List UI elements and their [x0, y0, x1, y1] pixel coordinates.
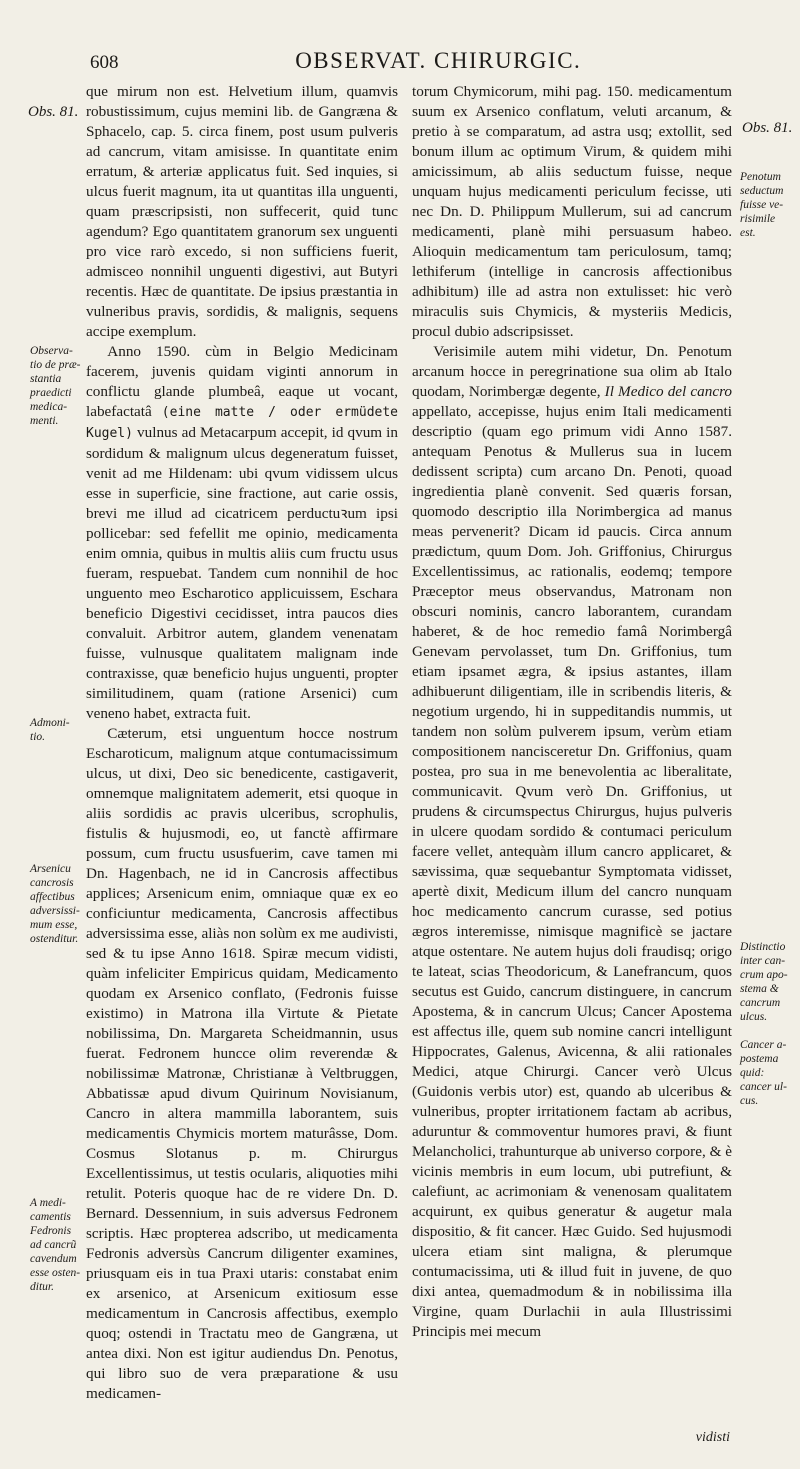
- right-paragraph-1: torum Chymicorum, mihi pag. 150. medicamentum suum ex Arsenico conflatum, veluti arcanum, & pretio à se comparatum, ad astra usq; extollit, sed bonum illum ac optimum Virum, & quidem mihi amicissimum, ab aliis seductum fuisse, neque unquam hujus medicamenti periculum fecisse, uti nec Dn. D. Philippum Mullerum, sui ad cancrum medicamenti, planè mihi persuasum habeo. Alioquin medicamentum tam periculosum, tamq; lethiferum (intellige in cancrosis affectionibus adhibitum) ille ad astra non extulisset: hic verò miraculis suis Chymicis, & mysteriis Medicis, procul dubio adscripsisset.: [412, 83, 732, 340]
- margin-note-arsenicum: Arsenicu cancrosis affectibus adversissi- mum esse, ostenditur.: [30, 863, 80, 945]
- left-paragraph-3: Cæterum, etsi unguentum hocce nostrum Escharoticum, malignum atque contumacissimum ulcus, ut dixi, Deo sic benedicente, castigaverit, omnemque malignitatem ademerit, etsi quoque in aliis sordidis ac pravis ulceribus, scrophulis, fistulis & hujusmodi, eo, ut fanctè affirmare possum, cum fructu ususfuerim, cave tamen mi Dn. Hagenbach, ne id in Cancrosis affectibus applices; Arsenicum enim, omniaque quæ ex eo conficiuntur medicamenta, Cancrosis affectibus adversissima esse, aliàs non solùm ex me audivisti, sed & tu ipse Anno 1618. Spiræ mecum vidisti, quàm infeliciter Empiricus quidam, Medicamento quodam ex Arsenico conflato, (Fedronis fuisse existimo) in Matrona illa Virtute & Pietate nobilissima, Dn. Margareta Scheidmannin, usus fuerat. Fedronem huncce olim reverendæ & nobilissimæ Matronæ, Christianæ à Veltbruggen, Abbatissæ apud divum Quirinum Novisianum, Cancro in altera mammilla laborantem, suis medicamentis Chymicis mortem maturâsse, Dom. Cosmus Slotanus p. m. Chirurgus Excellentissimus, ut testis ocularis, aliquoties mihi retulit. Poteris quoque hac de re videre Dn. D. Bernard. Dessennium, in suis adversus Fedronem scriptis. Hæc propterea adscribo, ut medicamenta Fedronis adversùs Cancrum diligenter examines, priusquam eis in tua Praxi utaris: constabat enim ex arsenico, at Arsenicum exitiosum esse medicamentum in Cancrosis affectibus, exemplo quoq; ostendi in Tractatu meo de Gangræna, ut antea dixi. Non est igitur audiendus Dn. Penotus, qui libro suo de vera præparatione & usu medicamen-: [86, 725, 398, 1402]
- left-paragraph-2: [86, 342, 398, 724]
- margin-note-distinctio: Distinctio inter can- crum apo- stema & cancrum ulcus.: [740, 941, 788, 1023]
- italic-phrase: Il Medico del cancro: [604, 383, 733, 400]
- margin-note-medicamentis: A medi- camentis Fedronis ad cancrũ cavendum esse osten- ditur.: [30, 1197, 81, 1293]
- margin-note-praestantia: Observa- tio de præ- stantia praedicti medica- menti.: [30, 345, 81, 427]
- left-paragraph-1: que mirum non est. Helvetium illum, quamvis robustissimum, cujus memini lib. de Gangræna & Sphacelo, cap. 5. circa finem, post usum pulveris ad cancrum, vitam amisisse. In quantitate enim erratum, & arteriæ applicatus fuit. Sed inquies, si ulcus fuerit magnum, ita ut quantitas illa unguenti, quam præscripsisti, non suffecerit, quid tunc agendum? Ego quantitatem granorum sex unguenti pro vice rarò excedo, si non sufficiens fuerit, admisceo nonnihil unguenti digestivi, aut Butyri recentis. Hæc de quantitate. De ipsius præstantia in vulneribus pravis, sordidis, & malignis, sequens accipe exemplum.: [86, 83, 398, 340]
- right-paragraph-2-text-a: Verisimile autem mihi videtur, Dn. Penotum arcanum hocce in peregrinatione sua olim ab Italo quodam, Norimbergæ degente,: [412, 343, 732, 400]
- margin-note-admonitio: Admoni- tio.: [30, 717, 70, 743]
- margin-observation-number-left: Obs. 81.: [28, 104, 79, 120]
- left-paragraph-2-text-b: vulnus ad Metacarpum accepit, id qvum in sordidum & malignum ulcus degeneratum fuisset, venit ad me Hildenam: ubi qvum vidissem ulcus esse in superficie, sine fractione, aut carie ossis, brevi me illud ad cicatricem perductuꝛum ipsi pollicebar: sed fefellit me opinio, medicamenta enim omnia, quibus in multis aliis cum fructu usus fueram, respuebat. Tandem cum nonnihil de hoc unguento meo Escharotico applicuissem, Eschara beneficio Digestivi cecidisset, intra paucos dies convaluit. Arbitror autem, glandem venenatam fuisse, vulnusque qualitatem malignam inde contraxisse, quæ beneficio hujus unguenti, propter similitudinem, quam (ratione Arsenici) cum veneno habet, extracta fuit.: [86, 424, 398, 722]
- right-paragraph-2: [412, 342, 732, 1342]
- left-paragraph-2-text-a: Anno 1590. cùm in Belgio Medicinam facerem, juvenis quidam viginti annorum in conflictu glande plumbeâ, eaque ut vocant, labefactatâ: [86, 343, 398, 420]
- running-head: [90, 48, 740, 74]
- left-text-column: [86, 82, 398, 1404]
- right-text-column: [412, 82, 732, 1342]
- margin-observation-number-right: Obs. 81.: [742, 120, 793, 136]
- page-number: 608: [90, 52, 119, 73]
- catchword: vidisti: [695, 1430, 730, 1445]
- margin-note-penotum: Penotum seductum fuisse ve- risimile est.: [740, 171, 784, 239]
- fraktur-gloss: (eine matte / oder ermüdete Kugel): [86, 405, 399, 441]
- margin-note-cancer: Cancer a- postema quid: cancer ul- cus.: [740, 1039, 787, 1107]
- running-title: OBSERVAT. CHIRURGIC.: [295, 48, 582, 73]
- right-paragraph-2-text-b: appellato, accepisse, hujus enim Itali medicamenti descriptio (quam ego primum vidi Anno 1587. antequam Penotus & Mullerus sua in lucem dedissent scripta) cum arcano Dn. Penoti, quoad ingredientia planè convenit. Sed quæris forsan, quomodo descriptio illa Norimbergica ad manus meas pervenerit? Dicam id paucis. Circa annum prædictum, quum Dom. Joh. Griffonius, Chirurgus Excellentissimus, ac rationalis, eodemq; tempore Præceptor meus observandus, Matronam non obscuri nominis, cancro laborantem, curandam haberet, & de hoc remedio famâ Norimbergâ Genevam pervolasset, tum Dn. Griffonius, tum etiam ipsamet ægra, & ipsius astantes, illam adhibuerunt diligentiam, ille in scribendis literis, & negotium urgendo, hi in suppeditandis nummis, ut tandem non solùm pulverem ipsum, verùm etiam compositionem nancisceretur Dn. Griffonius, quam postea, pro sua in me benevolentia ac liberalitate, communicavit. Qvum verò Dn. Griffonius, ut prudens & circumspectus Chirurgus, hujus pulveris in ulcere quodam sordido & contumaci periculum facere vellet, antequàm illum cancro applicaret, & sævissima, quæ sequebantur Symptomata vidisset, apertè dixit, Medicum illum del cancro nunquam hoc medicamento cancrum curasse, sed potius ægros interemisse, nimisque magnificè se jactare atque ostentare. Ne autem hujus doli fraudisq; origo te lateat, scias Theodoricum, & Lanefrancum, quos secutus est Guido, cancrum distinguere, in cancrum Apostema, & in cancrum Ulcus; Cancer Apostema est affectus ille, quem sub nomine cancri intelligunt Hippocrates, Galenus, Avicenna, & alii rationales Medici, atque Chirurgi. Cancer verò Ulcus (Guidonis verbis utor) est, quando ab ulceribus & vulneribus, propter irritationem factam ab acribus, aduruntur & commoventur humores pravi, & fiunt Melancholici, trahunturque ab universo corpore, & è vicinis membris in eum locum, ubi putrefiunt, & calefiunt, ac acrimoniam & venenosam qualitatem acquirunt, ex quibus generatur & augetur mala dispositio, & fit cancer. Hæc Guido. Sed hujusmodi ulcera etiam sint maligna, & plerumque contumacissima, uti & illud fuit in juvene, de quo dixi antea, quemadmodum & in nobilissima illa Virgine, quam Durlachii in aula Illustrissimi Principis mei mecum: [412, 403, 732, 1340]
